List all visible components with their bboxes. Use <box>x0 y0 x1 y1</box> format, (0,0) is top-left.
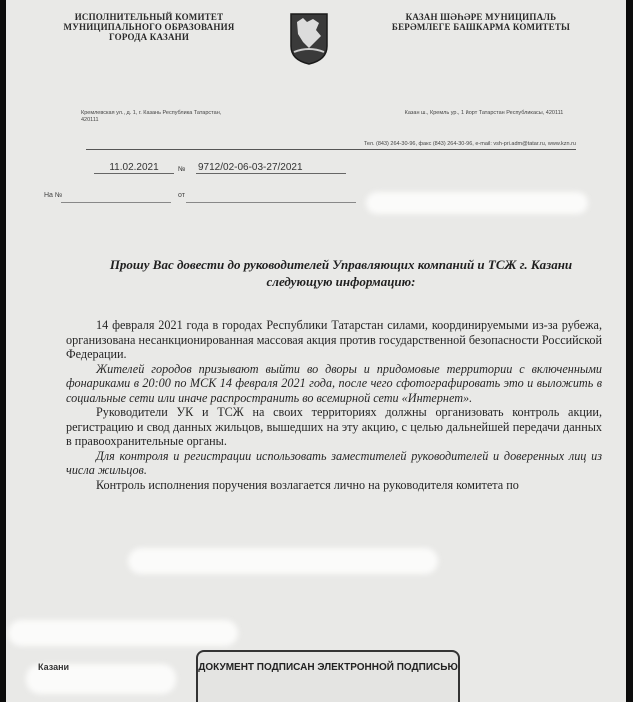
right-address: Казан ш., Кремль ур., 1 йорт Татарстан Республикасы, 420111 <box>404 110 564 116</box>
document-page <box>6 0 626 702</box>
left-address: Кремлевская ул., д. 1, г. Казань Республика Татарстан, 420111 <box>81 110 222 123</box>
document-date: 11.02.2021 <box>94 162 174 174</box>
paragraph-3: Руководители УК и ТСЖ на своих территориях должны организовать контроль акции, регистрацию и свод данных жильцов, вышедших на эту акцию, с целью дальнейшей передачи данных в правоохранительные органы. <box>66 405 602 448</box>
document-title: Прошу Вас довести до руководителей Управляющих компаний и ТСЖ г. Казани следующую информацию: <box>109 257 573 289</box>
ref-label: На № <box>44 192 63 199</box>
from-line <box>186 202 356 203</box>
paragraph-1: 14 февраля 2021 года в городах Республики Татарстан силами, координируемыми из-за рубежа, организована несанкционированная массовая акция против государственной безопасности Российской Федерации. <box>66 318 602 361</box>
number-label: № <box>178 166 186 173</box>
paragraph-5: Контроль исполнения поручения возлагается лично на руководителя комитета по <box>96 477 519 492</box>
redaction-signatory <box>8 620 238 646</box>
document-number: 9712/02-06-03-27/2021 <box>196 162 346 174</box>
ref-line <box>61 202 171 203</box>
left-org-name: ИСПОЛНИТЕЛЬНЫЙ КОМИТЕТ МУНИЦИПАЛЬНОГО ОБРАЗОВАНИЯ ГОРОДА КАЗАНИ <box>63 12 235 42</box>
paragraph-4: Для контроля и регистрации использовать заместителей руководителей и доверенных лиц из числа жильцов. <box>66 448 602 477</box>
signature-city-label: Казани <box>38 662 70 672</box>
from-label: от <box>178 192 185 199</box>
coat-of-arms-icon <box>289 12 329 66</box>
document-body <box>66 318 602 492</box>
right-org-name: КАЗАН ШӘҺӘРЕ МУНИЦИПАЛЬ БЕРӘМЛЕГЕ БАШКАРМА КОМИТЕТЫ <box>391 12 571 32</box>
redaction-recipient <box>366 192 588 214</box>
redaction-committee <box>128 548 438 574</box>
contacts-line: Тел. (843) 264-30-96, факс (843) 264-30-96, e-mail: vsh-pri.adm@tatar.ru, www.kzn.ru <box>86 141 576 150</box>
paragraph-2: Жителей городов призывают выйти во дворы и придомовые территории с включенными фонариками в 20:00 по МСК 14 февраля 2021 года, после чего сфотографировать это и выложить в социальные сети или иначе распространить во всемирной сети «Интернет». <box>66 361 602 405</box>
electronic-signature-stamp <box>196 650 460 702</box>
stamp-text: ДОКУМЕНТ ПОДПИСАН ЭЛЕКТРОННОЙ ПОДПИСЬЮ <box>198 662 458 673</box>
